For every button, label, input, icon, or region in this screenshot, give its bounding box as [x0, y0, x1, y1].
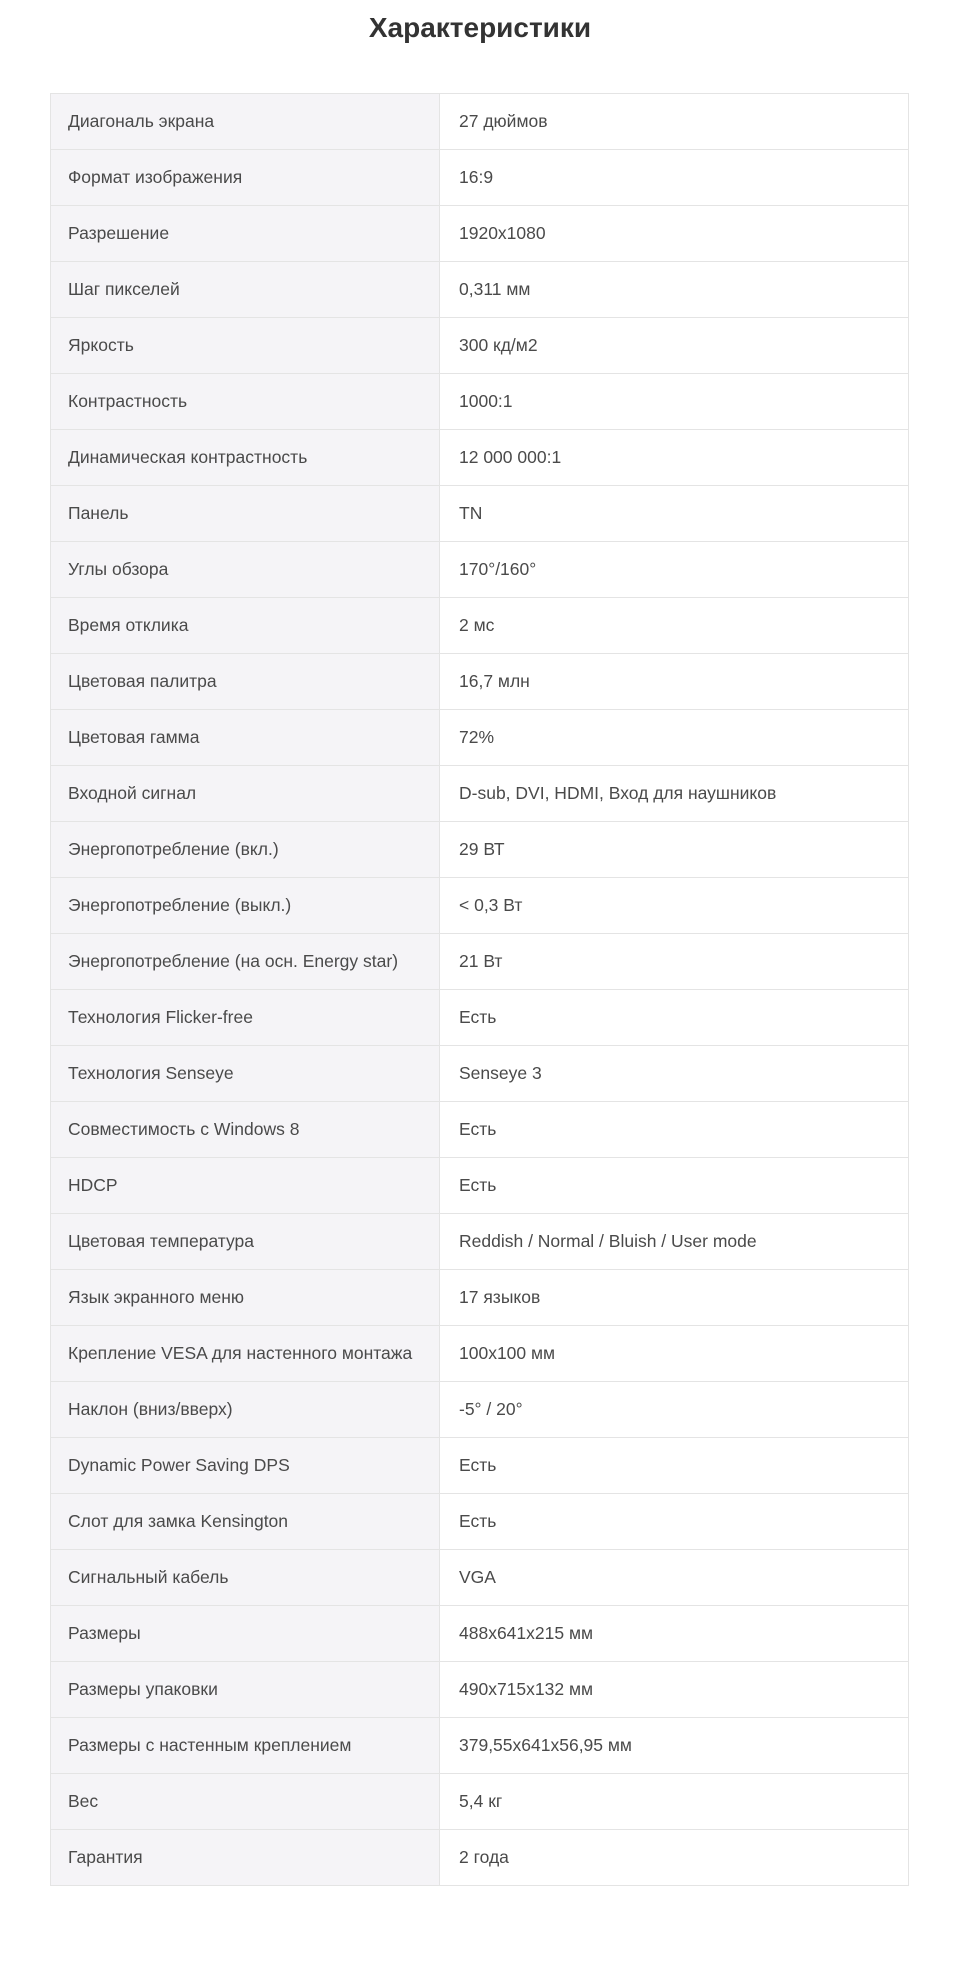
spec-row [51, 1214, 909, 1270]
spec-label: Слот для замка Kensington [51, 1494, 440, 1550]
spec-row [51, 878, 909, 934]
spec-row [51, 486, 909, 542]
spec-row [51, 374, 909, 430]
spec-row [51, 990, 909, 1046]
spec-value: 170°/160° [440, 542, 909, 598]
spec-label: Технология Senseye [51, 1046, 440, 1102]
spec-label: Время отклика [51, 598, 440, 654]
spec-label: Вес [51, 1774, 440, 1830]
specs-table-body [51, 94, 909, 1886]
spec-value: 5,4 кг [440, 1774, 909, 1830]
spec-value: 72% [440, 710, 909, 766]
spec-row [51, 1438, 909, 1494]
spec-row [51, 542, 909, 598]
spec-label: Энергопотребление (на осн. Energy star) [51, 934, 440, 990]
spec-row [51, 766, 909, 822]
spec-value: 1920x1080 [440, 206, 909, 262]
spec-value: TN [440, 486, 909, 542]
spec-label: Энергопотребление (выкл.) [51, 878, 440, 934]
spec-label: Цветовая температура [51, 1214, 440, 1270]
spec-label: Крепление VESA для настенного монтажа [51, 1326, 440, 1382]
spec-row [51, 710, 909, 766]
spec-row [51, 1830, 909, 1886]
spec-row [51, 206, 909, 262]
page-title: Характеристики [368, 12, 592, 43]
spec-label: Контрастность [51, 374, 440, 430]
spec-label: Размеры упаковки [51, 1662, 440, 1718]
spec-label: Динамическая контрастность [51, 430, 440, 486]
spec-value: 16,7 млн [440, 654, 909, 710]
spec-row [51, 1774, 909, 1830]
spec-value: Есть [440, 990, 909, 1046]
spec-row [51, 1158, 909, 1214]
spec-value: 2 года [440, 1830, 909, 1886]
spec-value: Есть [440, 1494, 909, 1550]
spec-label: Формат изображения [51, 150, 440, 206]
spec-label: Углы обзора [51, 542, 440, 598]
spec-row [51, 1046, 909, 1102]
spec-row [51, 1550, 909, 1606]
spec-row [51, 1718, 909, 1774]
spec-value: 12 000 000:1 [440, 430, 909, 486]
spec-label: Цветовая палитра [51, 654, 440, 710]
spec-value: < 0,3 Вт [440, 878, 909, 934]
spec-value: 27 дюймов [440, 94, 909, 150]
spec-label: Гарантия [51, 1830, 440, 1886]
spec-row [51, 1270, 909, 1326]
spec-row [51, 1102, 909, 1158]
spec-value: Senseye 3 [440, 1046, 909, 1102]
spec-value: Reddish / Normal / Bluish / User mode [440, 1214, 909, 1270]
spec-label: Размеры с настенным креплением [51, 1718, 440, 1774]
spec-value: 300 кд/м2 [440, 318, 909, 374]
spec-label: Диагональ экрана [51, 94, 440, 150]
spec-label: Разрешение [51, 206, 440, 262]
spec-row [51, 598, 909, 654]
spec-row [51, 1326, 909, 1382]
spec-value: 29 ВТ [440, 822, 909, 878]
spec-row [51, 1662, 909, 1718]
spec-value: 21 Вт [440, 934, 909, 990]
spec-value: 1000:1 [440, 374, 909, 430]
spec-row [51, 262, 909, 318]
spec-value: 379,55x641x56,95 мм [440, 1718, 909, 1774]
spec-value: D-sub, DVI, HDMI, Вход для наушников [440, 766, 909, 822]
spec-label: Размеры [51, 1606, 440, 1662]
spec-row [51, 1382, 909, 1438]
spec-label: Энергопотребление (вкл.) [51, 822, 440, 878]
spec-value: 2 мс [440, 598, 909, 654]
spec-label: Яркость [51, 318, 440, 374]
spec-row [51, 1494, 909, 1550]
spec-row [51, 94, 909, 150]
spec-row [51, 150, 909, 206]
spec-value: -5° / 20° [440, 1382, 909, 1438]
spec-label: Входной сигнал [51, 766, 440, 822]
spec-value: 0,311 мм [440, 262, 909, 318]
spec-value: Есть [440, 1102, 909, 1158]
spec-label: Dynamic Power Saving DPS [51, 1438, 440, 1494]
spec-label: Технология Flicker-free [51, 990, 440, 1046]
spec-label: Совместимость с Windows 8 [51, 1102, 440, 1158]
spec-row [51, 1606, 909, 1662]
spec-label: Сигнальный кабель [51, 1550, 440, 1606]
spec-value: Есть [440, 1158, 909, 1214]
spec-row [51, 822, 909, 878]
spec-value: 100x100 мм [440, 1326, 909, 1382]
spec-row [51, 318, 909, 374]
spec-value: 488x641x215 мм [440, 1606, 909, 1662]
spec-label: Наклон (вниз/вверх) [51, 1382, 440, 1438]
specs-table [50, 93, 909, 1886]
spec-value: 490x715x132 мм [440, 1662, 909, 1718]
spec-label: Цветовая гамма [51, 710, 440, 766]
spec-value: 16:9 [440, 150, 909, 206]
spec-row [51, 934, 909, 990]
spec-label: Шаг пикселей [51, 262, 440, 318]
spec-label: HDCP [51, 1158, 440, 1214]
spec-label: Панель [51, 486, 440, 542]
spec-value: VGA [440, 1550, 909, 1606]
spec-row [51, 654, 909, 710]
spec-label: Язык экранного меню [51, 1270, 440, 1326]
spec-value: Есть [440, 1438, 909, 1494]
spec-value: 17 языков [440, 1270, 909, 1326]
spec-row [51, 430, 909, 486]
